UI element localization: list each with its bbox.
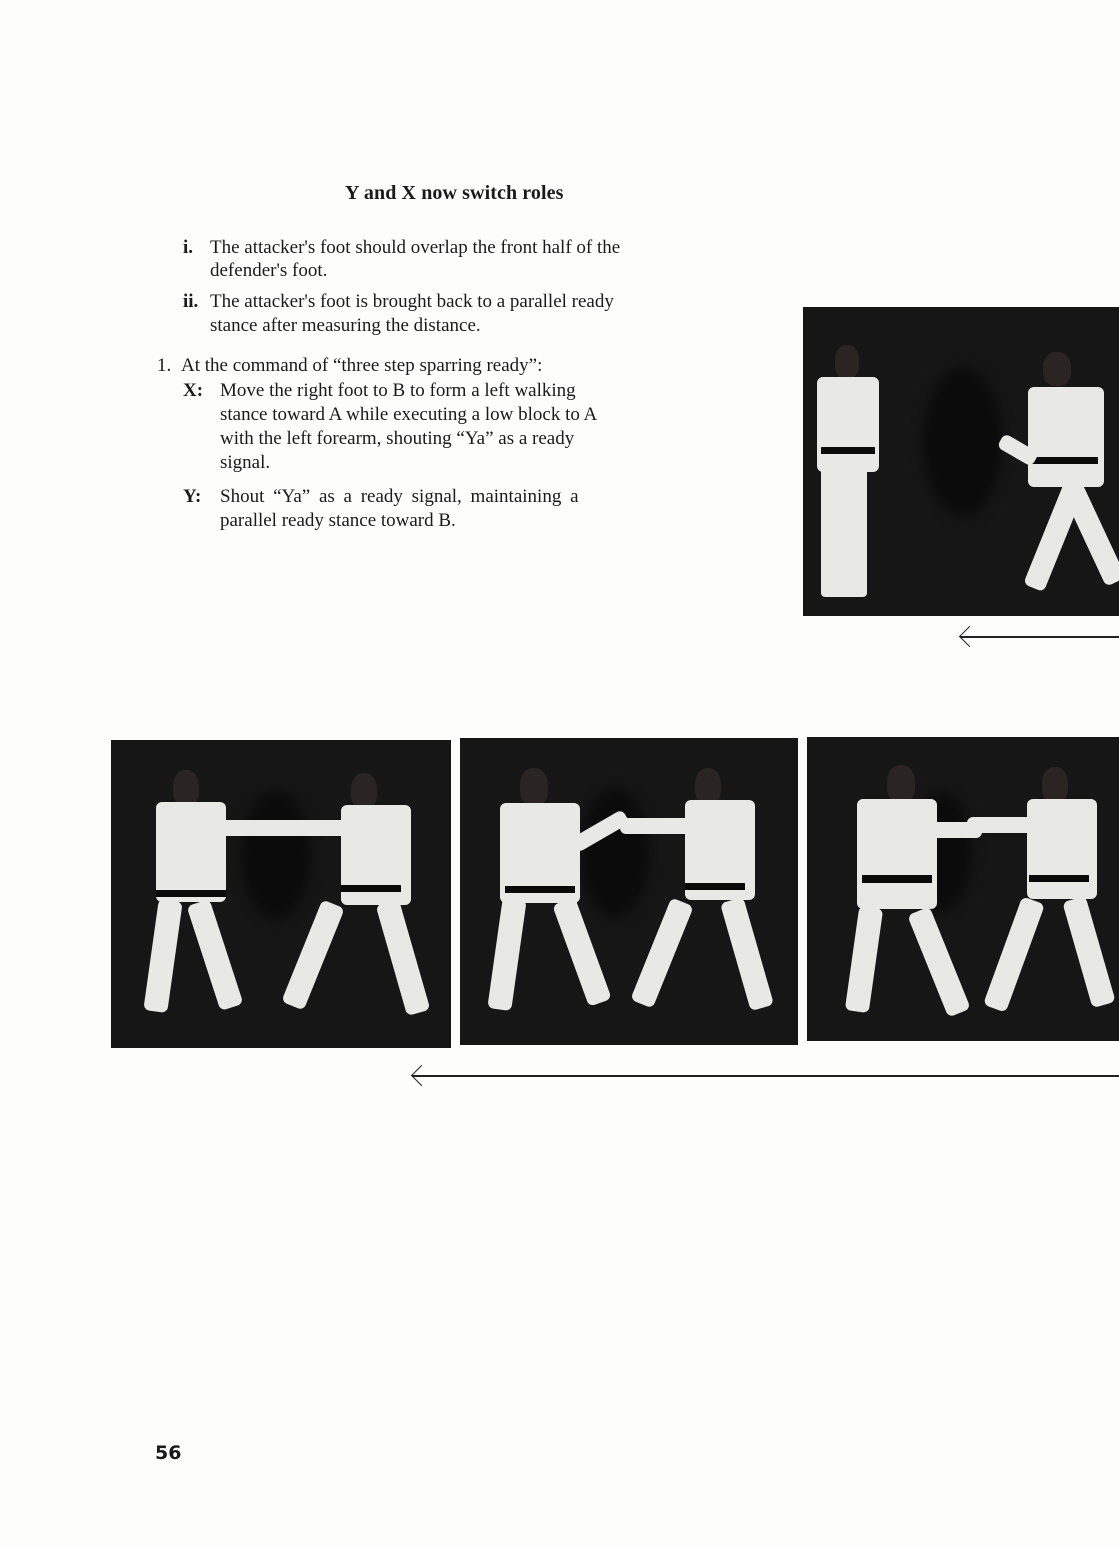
arrow-left-bottom — [412, 1075, 1119, 1077]
arrow-left-top — [960, 636, 1119, 638]
section-heading: Y and X now switch roles — [345, 182, 564, 204]
photo-sequence-3 — [807, 737, 1119, 1041]
action-line: stance toward A while executing a low block to A — [220, 404, 598, 425]
step-marker: 1. — [157, 355, 172, 376]
photo-sequence-2 — [460, 738, 798, 1045]
arrow-left-icon — [411, 1065, 432, 1086]
photo-sequence-1 — [111, 740, 451, 1048]
note-line: defender's foot. — [210, 260, 328, 281]
action-line: Shout “Ya” as a ready signal, maintaining a — [220, 486, 579, 507]
note-line: The attacker's foot is brought back to a parallel ready — [210, 291, 614, 312]
action-line: with the left forearm, shouting “Ya” as a ready — [220, 428, 575, 449]
step-intro: At the command of “three step sparring ready”: — [181, 355, 543, 376]
note-marker: i. — [183, 237, 194, 258]
photo-ready-stance — [803, 307, 1119, 616]
arrow-left-icon — [959, 626, 980, 647]
action-line: parallel ready stance toward B. — [220, 510, 456, 531]
action-line: signal. — [220, 452, 271, 473]
action-line: Move the right foot to B to form a left walking — [220, 380, 576, 401]
note-line: stance after measuring the distance. — [210, 315, 481, 336]
page-number: 56 — [155, 1442, 182, 1464]
action-marker-x: X: — [183, 380, 204, 401]
note-line: The attacker's foot should overlap the front half of the — [210, 237, 621, 258]
note-marker: ii. — [183, 291, 199, 312]
action-marker-y: Y: — [183, 486, 202, 507]
